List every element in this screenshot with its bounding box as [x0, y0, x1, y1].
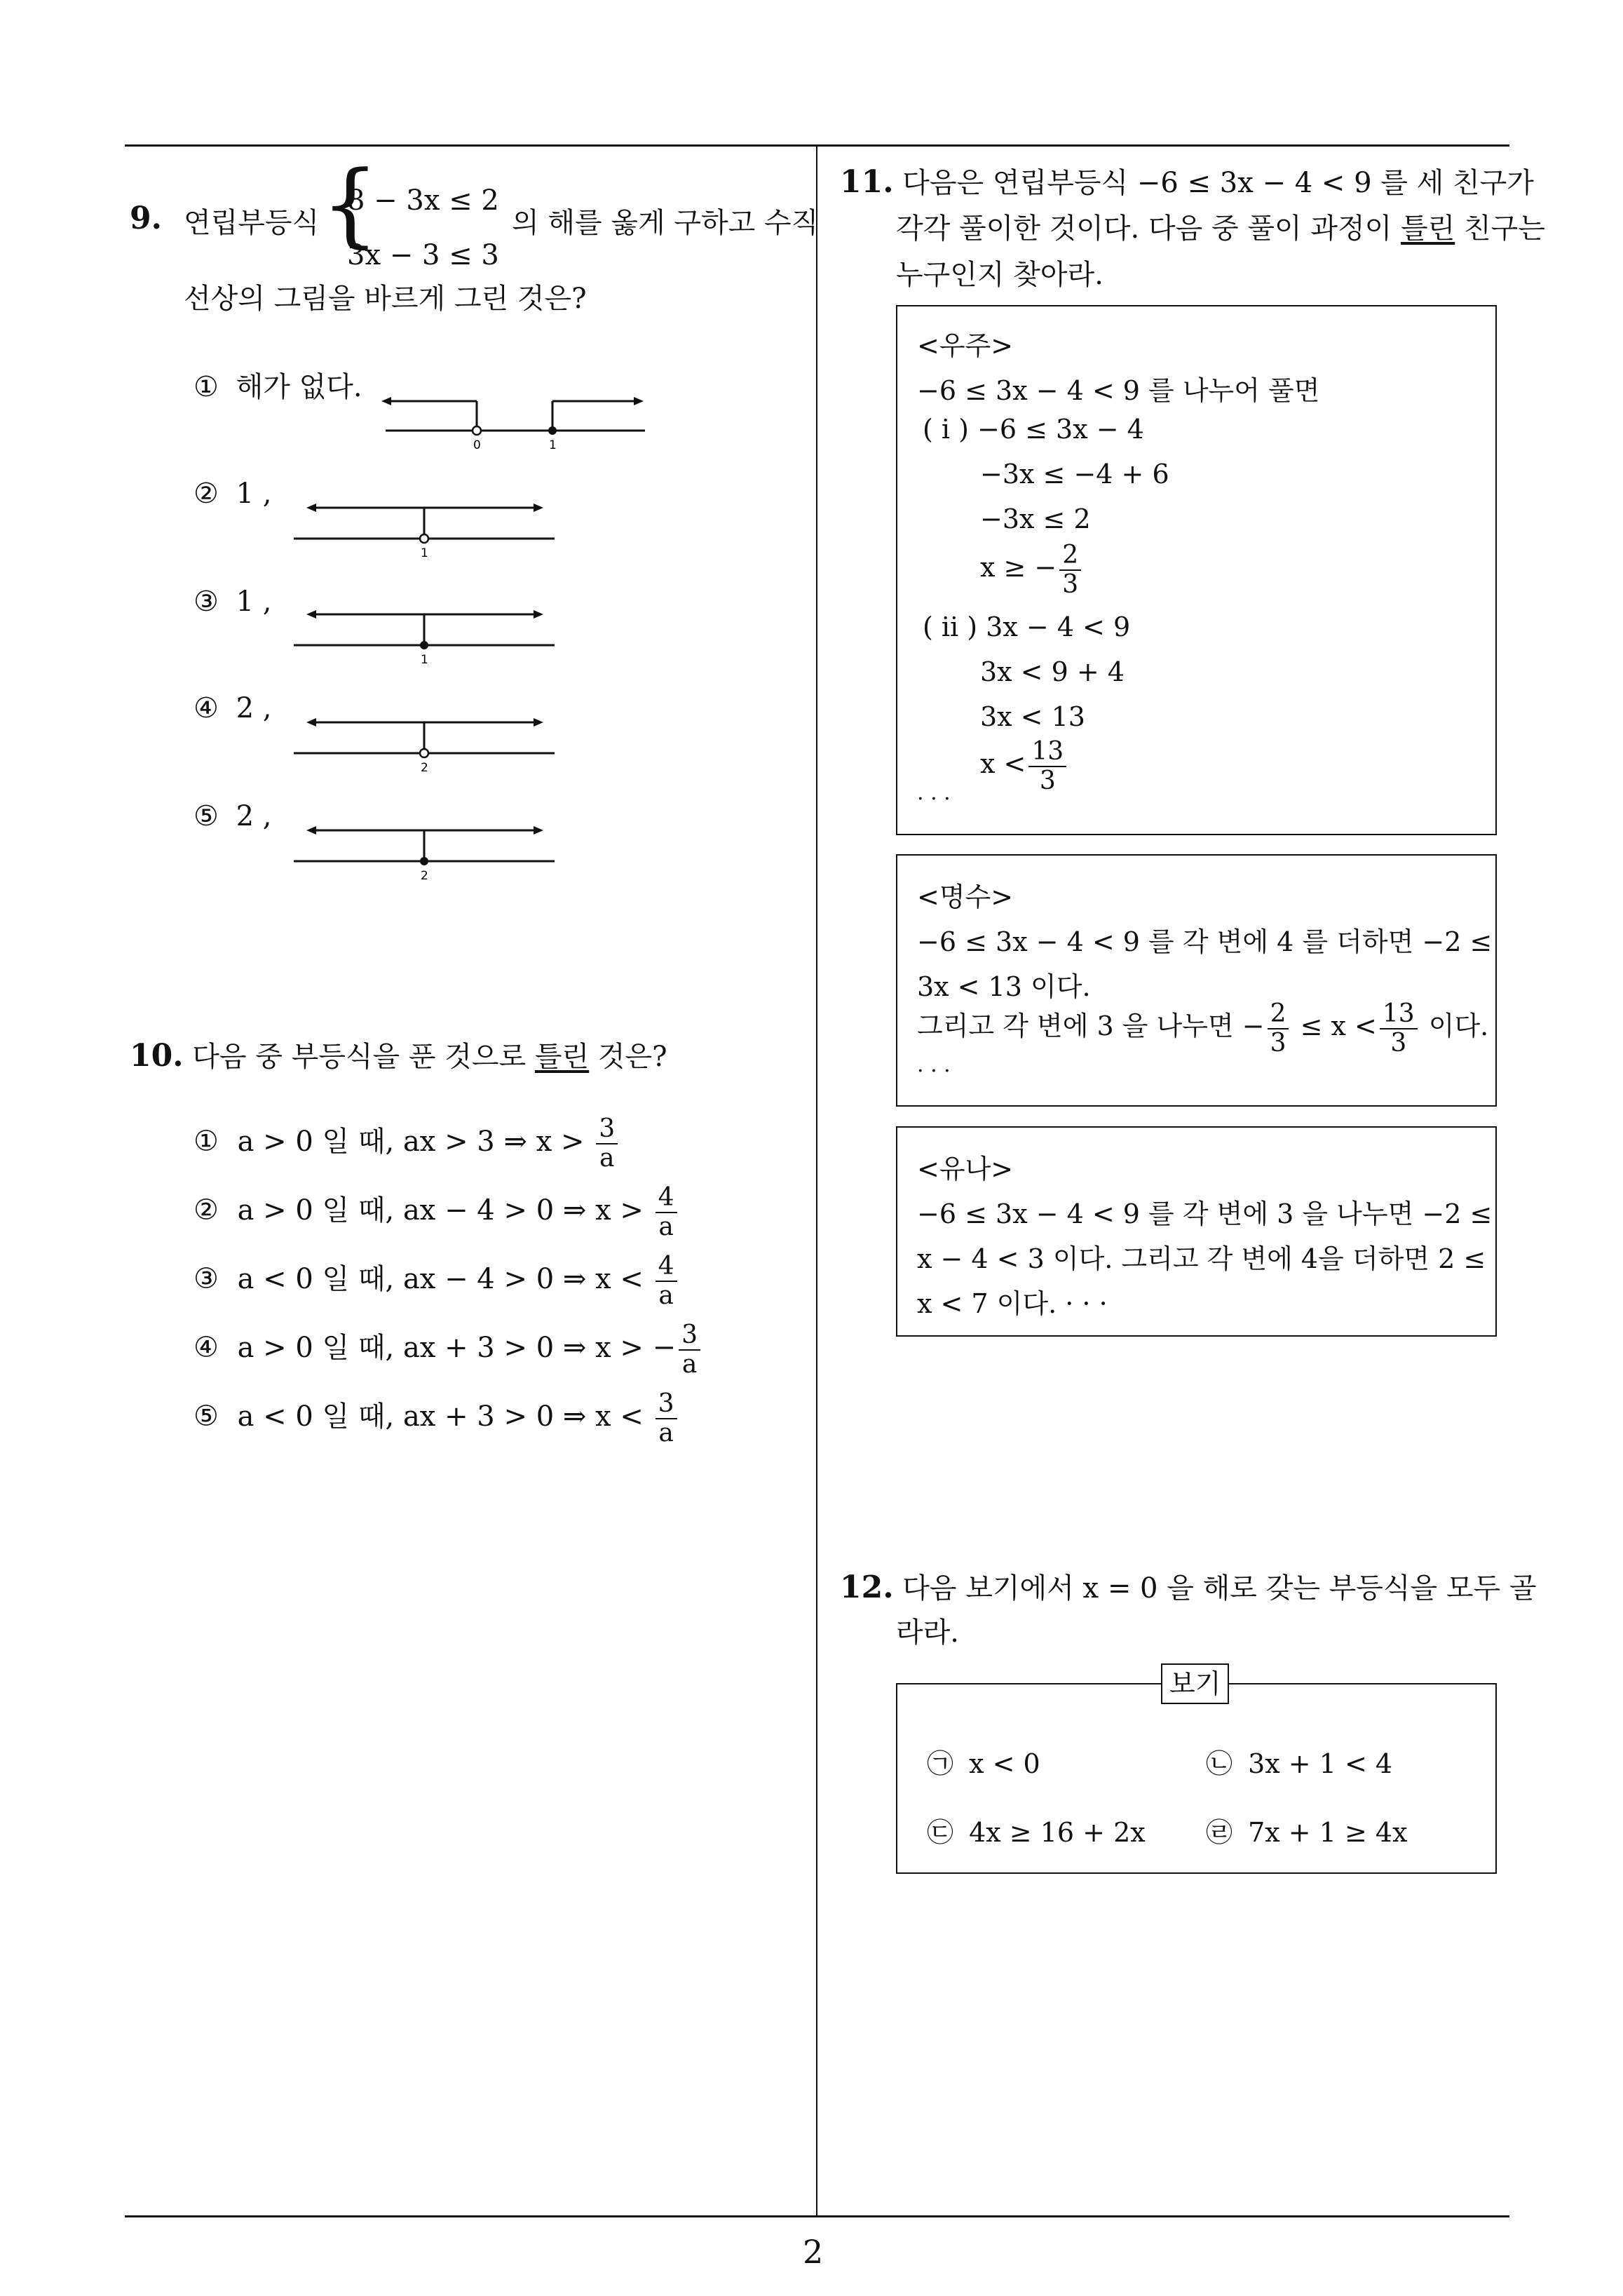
- fraction-numerator: 4: [656, 1252, 677, 1282]
- option-sign: −: [652, 1331, 677, 1364]
- q11-line2-underlined: 틀린: [1400, 212, 1455, 245]
- q10-stem: [130, 1032, 667, 1081]
- q10-option-1[interactable]: [193, 1115, 620, 1172]
- myungsu-line3: [917, 1000, 1488, 1057]
- myungsu-line3-c: 이다.: [1428, 1011, 1489, 1042]
- q10-stem-underlined: 틀린: [534, 1041, 590, 1073]
- q12-stem-line1: [840, 1564, 1536, 1612]
- q10-stem-a: 다음 중 부등식을 푼 것으로: [192, 1041, 535, 1073]
- q9-number-line-5: [291, 813, 557, 891]
- q10-option-5[interactable]: [193, 1390, 680, 1447]
- option-mark: ⑤: [193, 800, 219, 832]
- q10-stem-b: 것은?: [589, 1041, 667, 1073]
- myungsu-fraction-2: [1380, 1000, 1418, 1057]
- q9-stem-rest2: 선상의 그림을 바르게 그린 것은?: [184, 283, 587, 315]
- option-mark: ①: [193, 371, 219, 403]
- tick-label-1: 1: [549, 438, 557, 452]
- myungsu-ellipsis: · · ·: [917, 1059, 951, 1083]
- woojoo-line3: −3x ≤ −4 + 6: [980, 459, 1169, 489]
- option-condition: a < 0 일 때, ax − 4 > 0 ⇒ x <: [237, 1262, 644, 1295]
- item-mark: ㉢: [927, 1817, 954, 1848]
- item-mark: ㉠: [927, 1748, 954, 1779]
- bogi-item-4[interactable]: [1206, 1811, 1408, 1849]
- q9-option-4[interactable]: [193, 684, 271, 732]
- woojoo-line5-lhs: x ≥ −: [980, 552, 1057, 583]
- q11-stem-line2: [896, 205, 1545, 252]
- fraction-denominator: 3: [1390, 1028, 1407, 1058]
- fraction-denominator: a: [681, 1349, 698, 1379]
- q9-number-line-1: [379, 379, 645, 456]
- fraction-denominator: 3: [1270, 1028, 1286, 1058]
- option-mark: ④: [193, 692, 219, 724]
- bogi-item-3[interactable]: [927, 1811, 1146, 1849]
- woojoo-line7: 3x < 9 + 4: [980, 656, 1125, 687]
- q9-option-5[interactable]: [193, 792, 271, 840]
- woojoo-line9: [980, 738, 1069, 795]
- q11-line1-text: 다음은 연립부등식 −6 ≤ 3x − 4 < 9 를 세 친구가: [902, 167, 1534, 199]
- fraction-denominator: a: [658, 1281, 674, 1310]
- q10-number: 10.: [130, 1038, 184, 1074]
- column-divider: [816, 144, 817, 2217]
- fraction-numerator: 3: [656, 1390, 677, 1419]
- option-mark: ③: [193, 586, 219, 618]
- tick-label: 2: [421, 869, 428, 883]
- tick-label-0: 0: [473, 438, 481, 452]
- fraction-denominator: 3: [1062, 569, 1079, 599]
- option-condition: a > 0 일 때, ax − 4 > 0 ⇒ x >: [237, 1194, 644, 1227]
- bottom-rule: [125, 2215, 1509, 2217]
- option-text: 1 ,: [236, 586, 272, 618]
- myungsu-line1: −6 ≤ 3x − 4 < 9 를 각 변에 4 를 더하면 −2 ≤: [917, 926, 1493, 957]
- item-text: 7x + 1 ≥ 4x: [1248, 1817, 1408, 1848]
- option-fraction: [679, 1321, 700, 1378]
- item-mark: ㉣: [1206, 1817, 1233, 1848]
- option-mark: ④: [193, 1331, 219, 1364]
- q12-line1-text: 다음 보기에서 x = 0 을 해로 갖는 부등식을 모두 골: [902, 1572, 1537, 1605]
- woojoo-line5-fraction: [1059, 541, 1081, 598]
- item-text: x < 0: [969, 1748, 1040, 1779]
- option-fraction: [596, 1115, 618, 1172]
- q9-number-line-2: [291, 491, 557, 568]
- q9-number: 9.: [130, 201, 162, 236]
- q11-stem-line1: [840, 158, 1534, 207]
- option-mark: ②: [193, 478, 219, 510]
- myungsu-line3-b: ≤ x <: [1300, 1011, 1377, 1042]
- woojoo-line1: −6 ≤ 3x − 4 < 9 를 나누어 풀면: [917, 375, 1320, 406]
- myungsu-line3-a: 그리고 각 변에 3 을 나누면 −: [917, 1011, 1265, 1042]
- q12-number: 12.: [840, 1569, 894, 1605]
- option-condition: a > 0 일 때, ax > 3 ⇒ x >: [237, 1125, 585, 1158]
- myungsu-line2: 3x < 13 이다.: [917, 971, 1091, 1002]
- fraction-numerator: 13: [1028, 738, 1066, 767]
- q9-number-line-3: [291, 597, 557, 675]
- q11-number: 11.: [840, 164, 894, 200]
- fraction-numerator: 4: [656, 1184, 677, 1213]
- fraction-numerator: 3: [596, 1115, 618, 1144]
- q9-option-1[interactable]: [193, 363, 362, 411]
- tick-label: 1: [421, 546, 428, 560]
- fraction-numerator: 2: [1059, 541, 1081, 571]
- tick-label: 2: [421, 761, 428, 775]
- q9-option-2[interactable]: [193, 470, 271, 518]
- fraction-denominator: a: [599, 1143, 615, 1173]
- q9-option-3[interactable]: [193, 578, 271, 626]
- option-text: 1 ,: [236, 478, 272, 510]
- woojoo-line6: ( ii ) 3x − 4 < 9: [923, 612, 1131, 642]
- option-condition: a > 0 일 때, ax + 3 > 0 ⇒ x >: [237, 1331, 644, 1364]
- bogi-item-2[interactable]: [1206, 1742, 1392, 1781]
- option-text: 해가 없다.: [236, 371, 362, 403]
- item-text: 3x + 1 < 4: [1248, 1748, 1393, 1779]
- q11-line2-b: 친구는: [1455, 212, 1545, 245]
- option-fraction: [656, 1184, 677, 1241]
- yuna-line3: x < 7 이다. · · ·: [917, 1288, 1108, 1319]
- woojoo-title: <우주>: [917, 330, 1014, 361]
- fraction-denominator: a: [658, 1212, 674, 1241]
- myungsu-title: <명수>: [917, 882, 1014, 912]
- option-mark: ②: [193, 1194, 219, 1227]
- q9-brace: {: [321, 151, 379, 257]
- woojoo-line5: [980, 541, 1084, 598]
- q10-option-4[interactable]: [193, 1321, 703, 1378]
- tick-label: 1: [421, 653, 428, 667]
- q11-stem-line3: 누구인지 찾아라.: [896, 259, 1103, 291]
- option-condition: a < 0 일 때, ax + 3 > 0 ⇒ x <: [237, 1400, 644, 1433]
- option-fraction: [656, 1252, 677, 1309]
- q12-stem-line2: 라라.: [896, 1616, 959, 1649]
- fraction-denominator: a: [658, 1418, 674, 1447]
- fraction-numerator: 13: [1380, 1000, 1418, 1029]
- item-mark: ㉡: [1206, 1748, 1233, 1779]
- q11-line2-a: 각각 풀이한 것이다. 다음 중 풀이 과정이: [896, 212, 1401, 245]
- woojoo-line4: −3x ≤ 2: [980, 504, 1091, 534]
- yuna-line1: −6 ≤ 3x − 4 < 9 를 각 변에 3 을 나누면 −2 ≤: [917, 1198, 1493, 1229]
- q10-option-3[interactable]: [193, 1252, 680, 1309]
- woojoo-line8: 3x < 13: [980, 701, 1085, 732]
- q10-option-2[interactable]: [193, 1184, 680, 1241]
- woojoo-line2: ( i ) −6 ≤ 3x − 4: [923, 414, 1144, 445]
- woojoo-ellipsis: · · ·: [917, 787, 951, 811]
- myungsu-fraction-1: [1268, 1000, 1289, 1057]
- option-text: 2 ,: [236, 800, 272, 832]
- fraction-numerator: 3: [679, 1321, 700, 1351]
- option-mark: ⑤: [193, 1400, 219, 1433]
- fraction-numerator: 2: [1268, 1000, 1289, 1029]
- yuna-title: <유나>: [917, 1154, 1014, 1184]
- q9-lead: 연립부등식: [184, 207, 320, 239]
- option-mark: ①: [193, 1125, 219, 1158]
- item-text: 4x ≥ 16 + 2x: [969, 1817, 1146, 1848]
- page-number: 2: [803, 2233, 824, 2271]
- yuna-line2: x − 4 < 3 이다. 그리고 각 변에 4을 더하면 2 ≤: [917, 1243, 1486, 1274]
- q9-stem-rest1: 의 해를 옳게 구하고 수직: [512, 207, 819, 239]
- q9-system-line2: 3x − 3 ≤ 3: [347, 239, 499, 271]
- option-mark: ③: [193, 1262, 219, 1295]
- q9-system-line1: 8 − 3x ≤ 2: [347, 184, 499, 217]
- bogi-item-1[interactable]: [927, 1742, 1040, 1781]
- q9-number-line-4: [291, 705, 557, 783]
- woojoo-line9-lhs: x <: [980, 748, 1026, 780]
- option-text: 2 ,: [236, 692, 272, 724]
- bogi-title: 보기: [1161, 1663, 1229, 1704]
- woojoo-line9-fraction: [1028, 738, 1066, 795]
- option-fraction: [656, 1390, 677, 1447]
- fraction-denominator: 3: [1039, 766, 1056, 795]
